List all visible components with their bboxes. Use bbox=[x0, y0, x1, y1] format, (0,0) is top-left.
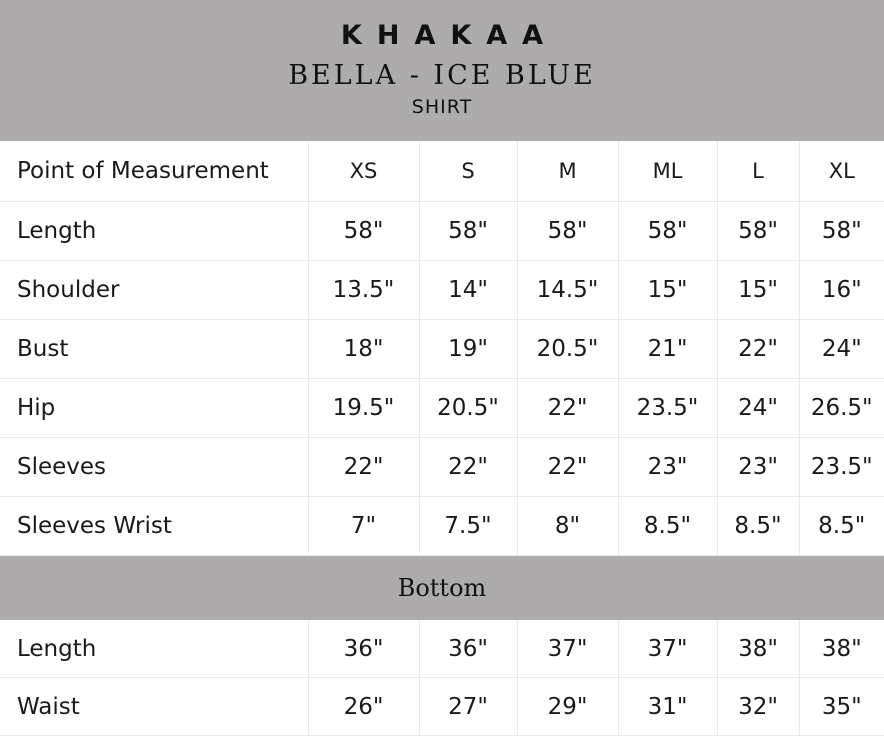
table-cell: 22" bbox=[308, 438, 419, 497]
size-header-xs: XS bbox=[308, 141, 419, 202]
table-cell: 22" bbox=[717, 320, 799, 379]
table-cell: 22" bbox=[517, 438, 618, 497]
table-row bbox=[0, 261, 884, 320]
row-label: Hip bbox=[0, 379, 308, 438]
table-cell: 36" bbox=[419, 620, 517, 678]
size-header-ml: ML bbox=[618, 141, 717, 202]
table-cell: 36" bbox=[308, 620, 419, 678]
bottom-size-chart bbox=[0, 620, 884, 736]
table-cell: 8.5" bbox=[717, 497, 799, 556]
table-cell: 58" bbox=[618, 202, 717, 261]
table-cell: 20.5" bbox=[419, 379, 517, 438]
table-cell: 58" bbox=[419, 202, 517, 261]
row-label: Length bbox=[0, 620, 308, 678]
table-cell: 38" bbox=[799, 620, 884, 678]
row-label: Waist bbox=[0, 678, 308, 736]
table-cell: 7" bbox=[308, 497, 419, 556]
size-header-l: L bbox=[717, 141, 799, 202]
table-cell: 58" bbox=[799, 202, 884, 261]
table-cell: 23.5" bbox=[618, 379, 717, 438]
table-cell: 16" bbox=[799, 261, 884, 320]
row-label: Sleeves bbox=[0, 438, 308, 497]
table-cell: 14" bbox=[419, 261, 517, 320]
table-row bbox=[0, 320, 884, 379]
table-cell: 27" bbox=[419, 678, 517, 736]
table-cell: 13.5" bbox=[308, 261, 419, 320]
table-cell: 24" bbox=[799, 320, 884, 379]
table-cell: 8" bbox=[517, 497, 618, 556]
table-cell: 8.5" bbox=[799, 497, 884, 556]
table-cell: 19" bbox=[419, 320, 517, 379]
table-cell: 14.5" bbox=[517, 261, 618, 320]
table-cell: 35" bbox=[799, 678, 884, 736]
table-cell: 23" bbox=[618, 438, 717, 497]
table-row bbox=[0, 620, 884, 678]
table-cell: 23.5" bbox=[799, 438, 884, 497]
brand-logo: KHAKAA bbox=[340, 20, 559, 51]
table-cell: 19.5" bbox=[308, 379, 419, 438]
table-cell: 26.5" bbox=[799, 379, 884, 438]
table-cell: 22" bbox=[419, 438, 517, 497]
table-cell: 58" bbox=[308, 202, 419, 261]
size-header-row bbox=[0, 141, 884, 202]
bottom-section-title: Bottom bbox=[0, 556, 884, 620]
category-label: SHIRT bbox=[411, 96, 473, 118]
table-cell: 15" bbox=[618, 261, 717, 320]
table-cell: 7.5" bbox=[419, 497, 517, 556]
table-cell: 21" bbox=[618, 320, 717, 379]
row-label: Bust bbox=[0, 320, 308, 379]
table-cell: 37" bbox=[618, 620, 717, 678]
table-cell: 37" bbox=[517, 620, 618, 678]
size-header-m: M bbox=[517, 141, 618, 202]
table-row bbox=[0, 202, 884, 261]
table-cell: 15" bbox=[717, 261, 799, 320]
table-cell: 18" bbox=[308, 320, 419, 379]
product-title: BELLA - ICE BLUE bbox=[288, 60, 596, 91]
table-cell: 58" bbox=[717, 202, 799, 261]
table-row bbox=[0, 379, 884, 438]
table-cell: 22" bbox=[517, 379, 618, 438]
table-row bbox=[0, 497, 884, 556]
table-cell: 20.5" bbox=[517, 320, 618, 379]
row-label: Length bbox=[0, 202, 308, 261]
row-label: Sleeves Wrist bbox=[0, 497, 308, 556]
table-cell: 58" bbox=[517, 202, 618, 261]
size-header-xl: XL bbox=[799, 141, 884, 202]
table-cell: 8.5" bbox=[618, 497, 717, 556]
row-label: Shoulder bbox=[0, 261, 308, 320]
table-cell: 31" bbox=[618, 678, 717, 736]
size-header-s: S bbox=[419, 141, 517, 202]
header-band bbox=[0, 0, 884, 141]
table-cell: 26" bbox=[308, 678, 419, 736]
table-cell: 32" bbox=[717, 678, 799, 736]
shirt-size-chart bbox=[0, 141, 884, 556]
point-of-measurement-header: Point of Measurement bbox=[0, 141, 308, 202]
table-cell: 38" bbox=[717, 620, 799, 678]
table-row bbox=[0, 438, 884, 497]
table-cell: 23" bbox=[717, 438, 799, 497]
table-cell: 24" bbox=[717, 379, 799, 438]
table-cell: 29" bbox=[517, 678, 618, 736]
table-row bbox=[0, 678, 884, 736]
